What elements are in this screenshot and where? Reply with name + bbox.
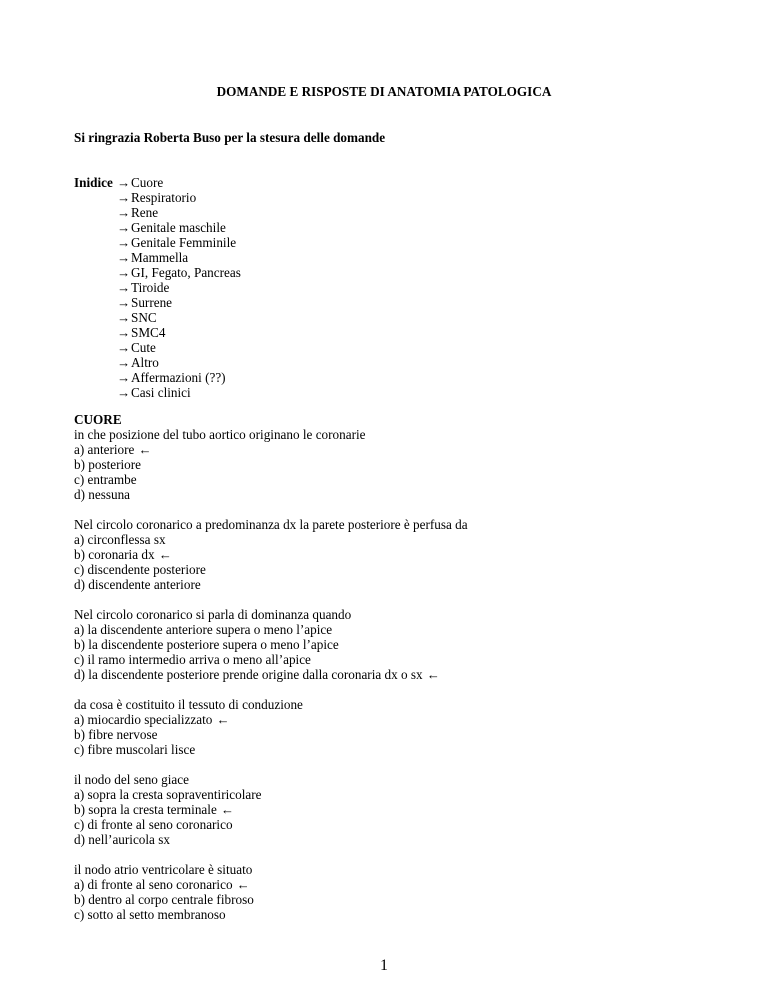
toc-item-label: Respiratorio [131,190,197,205]
toc-item [117,340,241,355]
answer-option-text: c) il ramo intermedio arriva o meno all’apice [74,652,311,667]
answer-option-text: b) fibre nervose [74,727,158,742]
answer-option-text: c) entrambe [74,472,137,487]
table-of-contents [117,175,241,400]
arrow-right-icon: → [117,220,131,235]
question-text: in che posizione del tubo aortico originano le coronarie [74,427,366,442]
answer-option-text: d) discendente anteriore [74,577,201,592]
question-block [74,607,694,682]
arrow-right-icon: → [117,340,131,355]
answer-option-text: a) la discendente anteriore supera o meno l’apice [74,622,333,637]
answer-option [74,712,694,727]
toc-item [117,175,241,190]
arrow-right-icon: → [117,325,131,340]
toc-item-label: Cute [131,340,156,355]
question-block [74,697,694,757]
answer-option [74,727,694,742]
answer-option-text: c) fibre muscolari lisce [74,742,196,757]
answer-option-text: d) nell’auricola sx [74,832,170,847]
answer-option [74,817,694,832]
page-number: 1 [380,957,388,974]
questions-section [74,412,694,937]
answer-option-text: b) sopra la cresta terminale [74,802,217,817]
arrow-left-icon: ← [216,712,230,727]
toc-item [117,250,241,265]
question-block [74,517,694,592]
answer-option [74,667,694,682]
toc-item-label: SMC4 [131,325,166,340]
acknowledgement: Si ringrazia Roberta Buso per la stesura delle domande [74,130,386,145]
answer-option-text: b) la discendente posteriore supera o meno l’apice [74,637,339,652]
toc-item-label: Affermazioni (??) [131,370,226,385]
section-heading: CUORE [74,412,122,427]
answer-option [74,562,694,577]
question-text: il nodo del seno giace [74,772,189,787]
answer-option [74,907,694,922]
toc-item [117,190,241,205]
toc-item [117,325,241,340]
toc-item-label: Cuore [131,175,164,190]
answer-option-text: b) dentro al corpo centrale fibroso [74,892,254,907]
toc-item-label: Genitale maschile [131,220,226,235]
answer-option-text: a) di fronte al seno coronarico [74,877,233,892]
answer-option-text: a) miocardio specializzato [74,712,213,727]
question-block [74,862,694,922]
answer-option [74,487,694,502]
arrow-right-icon: → [117,205,131,220]
answer-option [74,532,694,547]
toc-item [117,280,241,295]
arrow-right-icon: → [117,280,131,295]
answer-option-text: a) anteriore [74,442,135,457]
answer-option [74,742,694,757]
answer-option-text: c) discendente posteriore [74,562,206,577]
arrow-right-icon: → [117,265,131,280]
answer-option-text: b) posteriore [74,457,142,472]
answer-option [74,442,694,457]
toc-item-label: Casi clinici [131,385,191,400]
answer-option [74,577,694,592]
answer-option [74,787,694,802]
toc-item [117,370,241,385]
answer-option [74,652,694,667]
toc-item-label: Surrene [131,295,173,310]
arrow-left-icon: ← [138,442,152,457]
question-text: Nel circolo coronarico si parla di dominanza quando [74,607,352,622]
toc-label: Inidice [74,175,113,190]
question-text: Nel circolo coronarico a predominanza dx la parete posteriore è perfusa da [74,517,468,532]
toc-item [117,265,241,280]
answer-option-text: d) nessuna [74,487,131,502]
answer-option [74,892,694,907]
toc-item [117,220,241,235]
toc-item [117,295,241,310]
arrow-left-icon: ← [236,877,250,892]
arrow-right-icon: → [117,250,131,265]
answer-option [74,637,694,652]
arrow-right-icon: → [117,175,131,190]
arrow-left-icon: ← [220,802,234,817]
answer-option [74,457,694,472]
answer-option [74,802,694,817]
arrow-right-icon: → [117,295,131,310]
toc-item [117,205,241,220]
toc-item-label: GI, Fegato, Pancreas [131,265,241,280]
arrow-right-icon: → [117,190,131,205]
answer-option-text: c) sotto al setto membranoso [74,907,226,922]
answer-option-text: d) la discendente posteriore prende origine dalla coronaria dx o sx [74,667,423,682]
arrow-right-icon: → [117,385,131,400]
toc-item-label: Genitale Femminile [131,235,237,250]
question-block [74,427,694,502]
toc-item [117,235,241,250]
arrow-left-icon: ← [426,667,440,682]
answer-option [74,472,694,487]
arrow-left-icon: ← [158,547,172,562]
answer-option-text: b) coronaria dx [74,547,155,562]
question-text: il nodo atrio ventricolare è situato [74,862,253,877]
toc-item [117,385,241,400]
answer-option-text: a) sopra la cresta sopraventiricolare [74,787,262,802]
toc-item-label: Rene [131,205,159,220]
answer-option-text: c) di fronte al seno coronarico [74,817,233,832]
arrow-right-icon: → [117,235,131,250]
answer-option [74,622,694,637]
toc-item [117,355,241,370]
question-block [74,772,694,847]
arrow-right-icon: → [117,370,131,385]
document-title: DOMANDE E RISPOSTE DI ANATOMIA PATOLOGICA [216,84,552,99]
toc-item-label: Tiroide [131,280,170,295]
answer-option-text: a) circonflessa sx [74,532,166,547]
toc-item-label: Mammella [131,250,189,265]
answer-option [74,547,694,562]
toc-item-label: Altro [131,355,159,370]
arrow-right-icon: → [117,355,131,370]
arrow-right-icon: → [117,310,131,325]
toc-item-label: SNC [131,310,157,325]
toc-item [117,310,241,325]
answer-option [74,832,694,847]
answer-option [74,877,694,892]
question-text: da cosa è costituito il tessuto di conduzione [74,697,303,712]
